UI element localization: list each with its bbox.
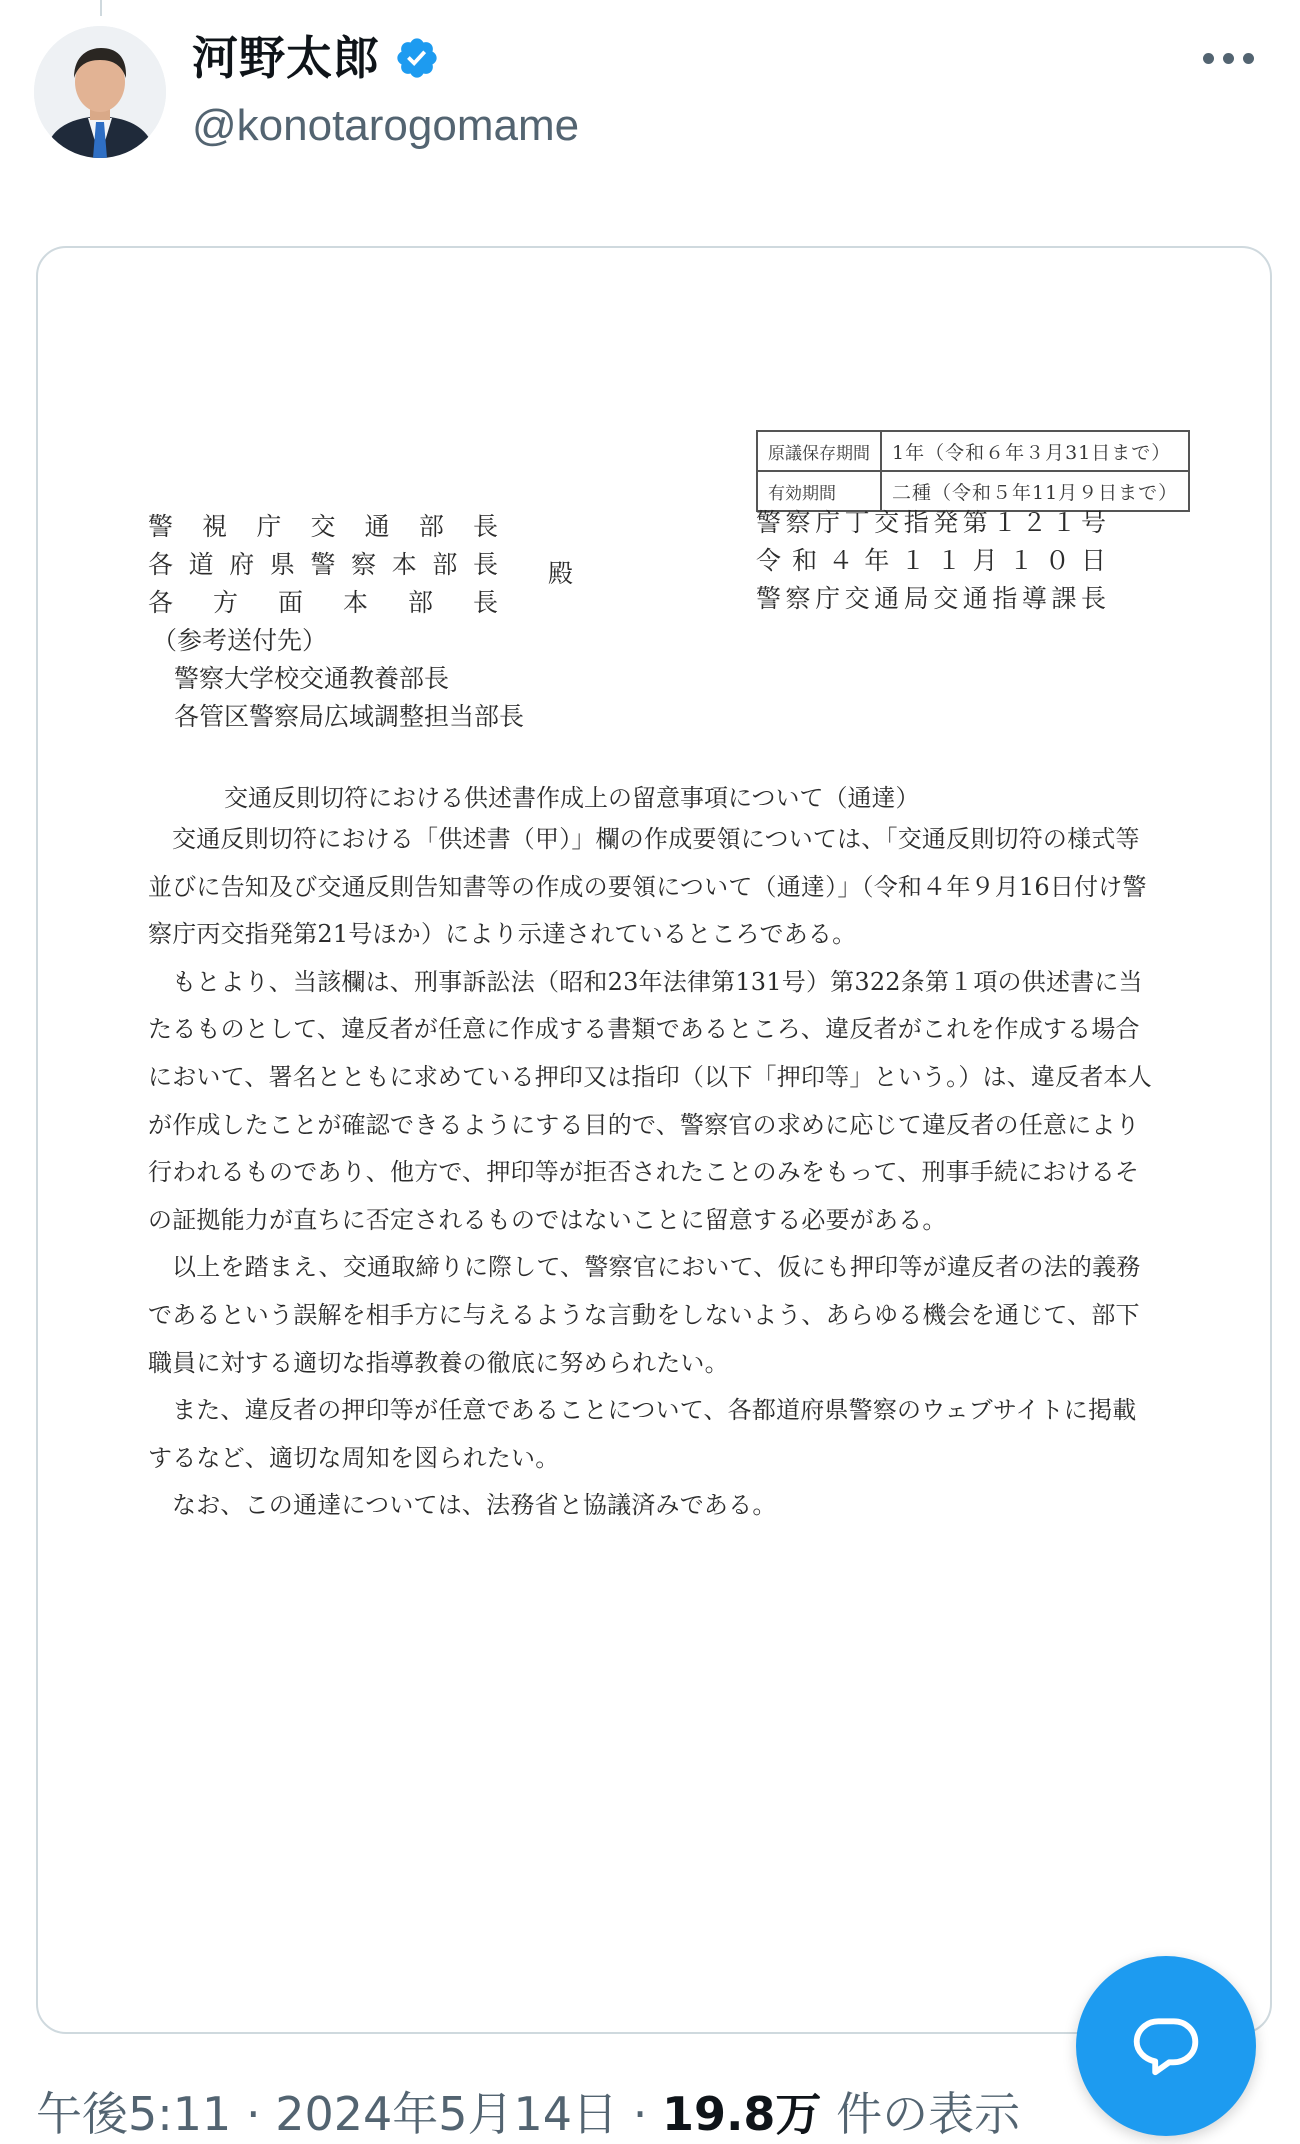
user-handle[interactable]: @konotarogomame bbox=[192, 101, 580, 150]
notice-document bbox=[38, 248, 1270, 2032]
addressee-line: 各方面本部長 bbox=[148, 588, 498, 617]
reference-recipient: 各管区警察局広域調整担当部長 bbox=[174, 702, 525, 731]
body-paragraph: なお、この通達については、法務省と協議済みである。 bbox=[172, 1491, 777, 1520]
document-subject: 交通反則切符における供述書作成上の留意事項について（通達） bbox=[224, 784, 920, 812]
views-count: 19.8万 bbox=[661, 2087, 822, 2141]
post-date[interactable]: 2024年5月14日 bbox=[275, 2087, 619, 2141]
meta-separator: · bbox=[245, 2087, 261, 2141]
reference-recipient: 警察大学校交通教養部長 bbox=[174, 664, 450, 693]
avatar[interactable] bbox=[34, 26, 166, 158]
reply-fab-button[interactable] bbox=[1076, 1956, 1256, 2136]
views-label: 件の表示 bbox=[836, 2087, 1021, 2141]
document-body bbox=[148, 816, 1160, 1530]
body-paragraph: 交通反則切符における「供述書（甲）」欄の作成要領については、「交通反則切符の様式等並びに告知及び交通反則告知書等の作成の要領について（通達）」（令和４年９月16日付け警察庁丙交指発第21号ほか）により示達されているところである。 bbox=[148, 825, 1147, 949]
honorific: 殿 bbox=[548, 559, 574, 588]
author-name-row bbox=[192, 28, 440, 88]
more-horizontal-icon bbox=[1203, 53, 1214, 64]
avatar-portrait-icon bbox=[34, 26, 166, 158]
addressee-line: 各道府県警察本部長 bbox=[148, 550, 498, 579]
tweet-image[interactable] bbox=[36, 246, 1272, 2034]
body-paragraph: 以上を踏まえ、交通取締りに際して、警察官において、仮にも押印等が違反者の法的義務であるという誤解を相手方に与えるような言動をしないよう、あらゆる機会を通じて、部下職員に対する適切な指導教養の徹底に努められたい。 bbox=[148, 1253, 1141, 1377]
tweet-metadata bbox=[36, 2084, 1020, 2144]
meta-separator: · bbox=[632, 2087, 648, 2141]
retention-value: 二種（令和５年11月９日まで） bbox=[881, 471, 1189, 511]
retention-row bbox=[757, 431, 1189, 471]
display-name[interactable]: 河野太郎 bbox=[192, 31, 380, 85]
reference-label: （参考送付先） bbox=[152, 626, 328, 655]
reply-bubble-icon bbox=[1129, 2009, 1203, 2083]
body-paragraph: また、違反者の押印等が任意であることについて、各都道府県警察のウェブサイトに掲載するなど、適切な周知を図られたい。 bbox=[148, 1396, 1137, 1472]
thread-connector bbox=[100, 0, 102, 16]
document-issuer: 警察庁交通局交通指導課長 bbox=[756, 584, 1106, 613]
verified-badge-icon bbox=[394, 35, 440, 81]
document-date: 令和４年１１月１０日 bbox=[756, 546, 1106, 575]
more-options-button[interactable] bbox=[1186, 36, 1270, 80]
more-horizontal-icon bbox=[1243, 53, 1254, 64]
retention-key: 原議保存期間 bbox=[757, 431, 881, 471]
retention-value: 1年（令和６年３月31日まで） bbox=[881, 431, 1189, 471]
addressee-line: 警視庁交通部長 bbox=[148, 512, 498, 541]
retention-key: 有効期間 bbox=[757, 471, 881, 511]
document-reference bbox=[756, 504, 1106, 618]
addressee-block bbox=[148, 508, 524, 736]
retention-table bbox=[756, 430, 1190, 512]
body-paragraph: もとより、当該欄は、刑事訴訟法（昭和23年法律第131号）第322条第１項の供述書に当たるものとして、違反者が任意に作成する書類であるところ、違反者がこれを作成する場合において、署名とともに求めている押印又は指印（以下「押印等」という。）は、違反者本人が作成したことが確認できるようにする目的で、警察官の求めに応じて違反者の任意により行われるものであり、他方で、押印等が拒否されたことのみをもって、刑事手続におけるその証拠能力が直ちに否定されるものではないことに留意する必要がある。 bbox=[148, 967, 1152, 1234]
more-horizontal-icon bbox=[1223, 53, 1234, 64]
post-time[interactable]: 午後5:11 bbox=[36, 2087, 232, 2141]
document-number: 警察庁丁交指発第１２１号 bbox=[756, 508, 1106, 537]
